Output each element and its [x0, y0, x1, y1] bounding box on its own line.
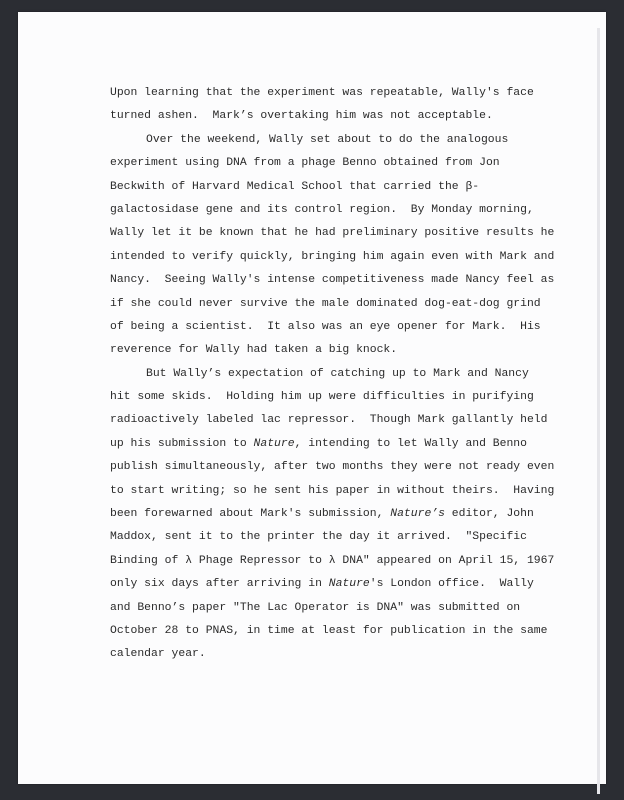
text-run: publish simultaneously, after two months they were not ready even	[110, 461, 555, 474]
text-line	[110, 152, 580, 175]
text-run: Upon learning that the experiment was repeatable, Wally's face	[110, 87, 534, 99]
text-run: of being a scientist. It also was an eye opener for Mark. His	[110, 320, 541, 333]
text-run: Wally let it be known that he had preliminary positive results he	[110, 227, 555, 240]
paragraph	[110, 82, 580, 129]
text-run: up his submission to	[110, 437, 254, 450]
text-line	[110, 409, 580, 432]
text-run: Nancy. Seeing Wally's intense competitiveness made Nancy feel as	[110, 274, 555, 287]
page-edge	[597, 28, 600, 794]
text-line	[110, 433, 580, 456]
text-line	[110, 597, 580, 620]
text-line	[110, 503, 580, 526]
text-run: and Benno’s paper "The Lac Operator is DNA" was submitted on	[110, 601, 521, 614]
text-line	[110, 246, 580, 269]
text-run: radioactively labeled lac repressor. Though Mark gallantly held	[110, 414, 548, 427]
text-line	[110, 386, 580, 409]
text-line	[110, 293, 580, 316]
text-run: been forewarned about Mark's submission,	[110, 508, 391, 521]
text-line	[110, 573, 580, 596]
text-run: Beckwith of Harvard Medical School that carried the β-	[110, 180, 480, 193]
text-line	[110, 269, 580, 292]
paragraph	[110, 129, 580, 363]
text-run: Binding of λ Phage Repressor to λ DNA" appeared on April 15, 1967	[110, 554, 555, 567]
text-run: experiment using DNA from a phage Benno obtained from Jon	[110, 157, 500, 170]
text-line	[110, 526, 580, 549]
paragraph	[110, 363, 580, 667]
text-line	[110, 620, 580, 643]
italic-text: Nature’s	[390, 508, 445, 521]
text-run: only six days after arriving in	[110, 578, 329, 591]
text-run: calendar year.	[110, 648, 206, 661]
text-run: Maddox, sent it to the printer the day it arrived. "Specific	[110, 531, 527, 544]
text-line	[110, 222, 580, 245]
text-run: if she could never survive the male dominated dog-eat-dog grind	[110, 297, 541, 310]
text-line	[110, 129, 580, 152]
text-line	[110, 316, 580, 339]
text-run: , intending to let Wally and Benno	[294, 437, 527, 450]
text-line	[110, 480, 580, 503]
text-line	[110, 176, 580, 199]
typewritten-page	[18, 12, 606, 784]
italic-text: Nature	[328, 578, 370, 591]
text-run: galactosidase gene and its control region. By Monday morning,	[110, 203, 534, 216]
text-run: turned ashen. Mark’s overtaking him was not acceptable.	[110, 110, 493, 123]
text-run: Over the weekend, Wally set about to do the analogous	[146, 133, 509, 146]
text-line	[110, 199, 580, 222]
text-line	[110, 339, 580, 362]
text-line	[110, 363, 580, 386]
text-line	[110, 105, 580, 128]
text-line	[110, 550, 580, 573]
document-body	[110, 82, 580, 667]
text-run: intended to verify quickly, bringing him again even with Mark and	[110, 250, 555, 263]
text-run: to start writing; so he sent his paper in without theirs. Having	[110, 484, 555, 497]
text-run: reverence for Wally had taken a big knock.	[110, 344, 398, 357]
text-run: October 28 to PNAS, in time at least for publication in the same	[110, 624, 548, 637]
text-line	[110, 456, 580, 479]
text-line	[110, 82, 580, 105]
text-run: 's London office. Wally	[369, 578, 534, 591]
text-run: But Wally’s expectation of catching up to Mark and Nancy	[146, 367, 529, 380]
text-line	[110, 643, 580, 666]
italic-text: Nature	[253, 437, 295, 450]
text-run: editor, John	[444, 508, 534, 521]
text-run: hit some skids. Holding him up were difficulties in purifying	[110, 391, 534, 404]
